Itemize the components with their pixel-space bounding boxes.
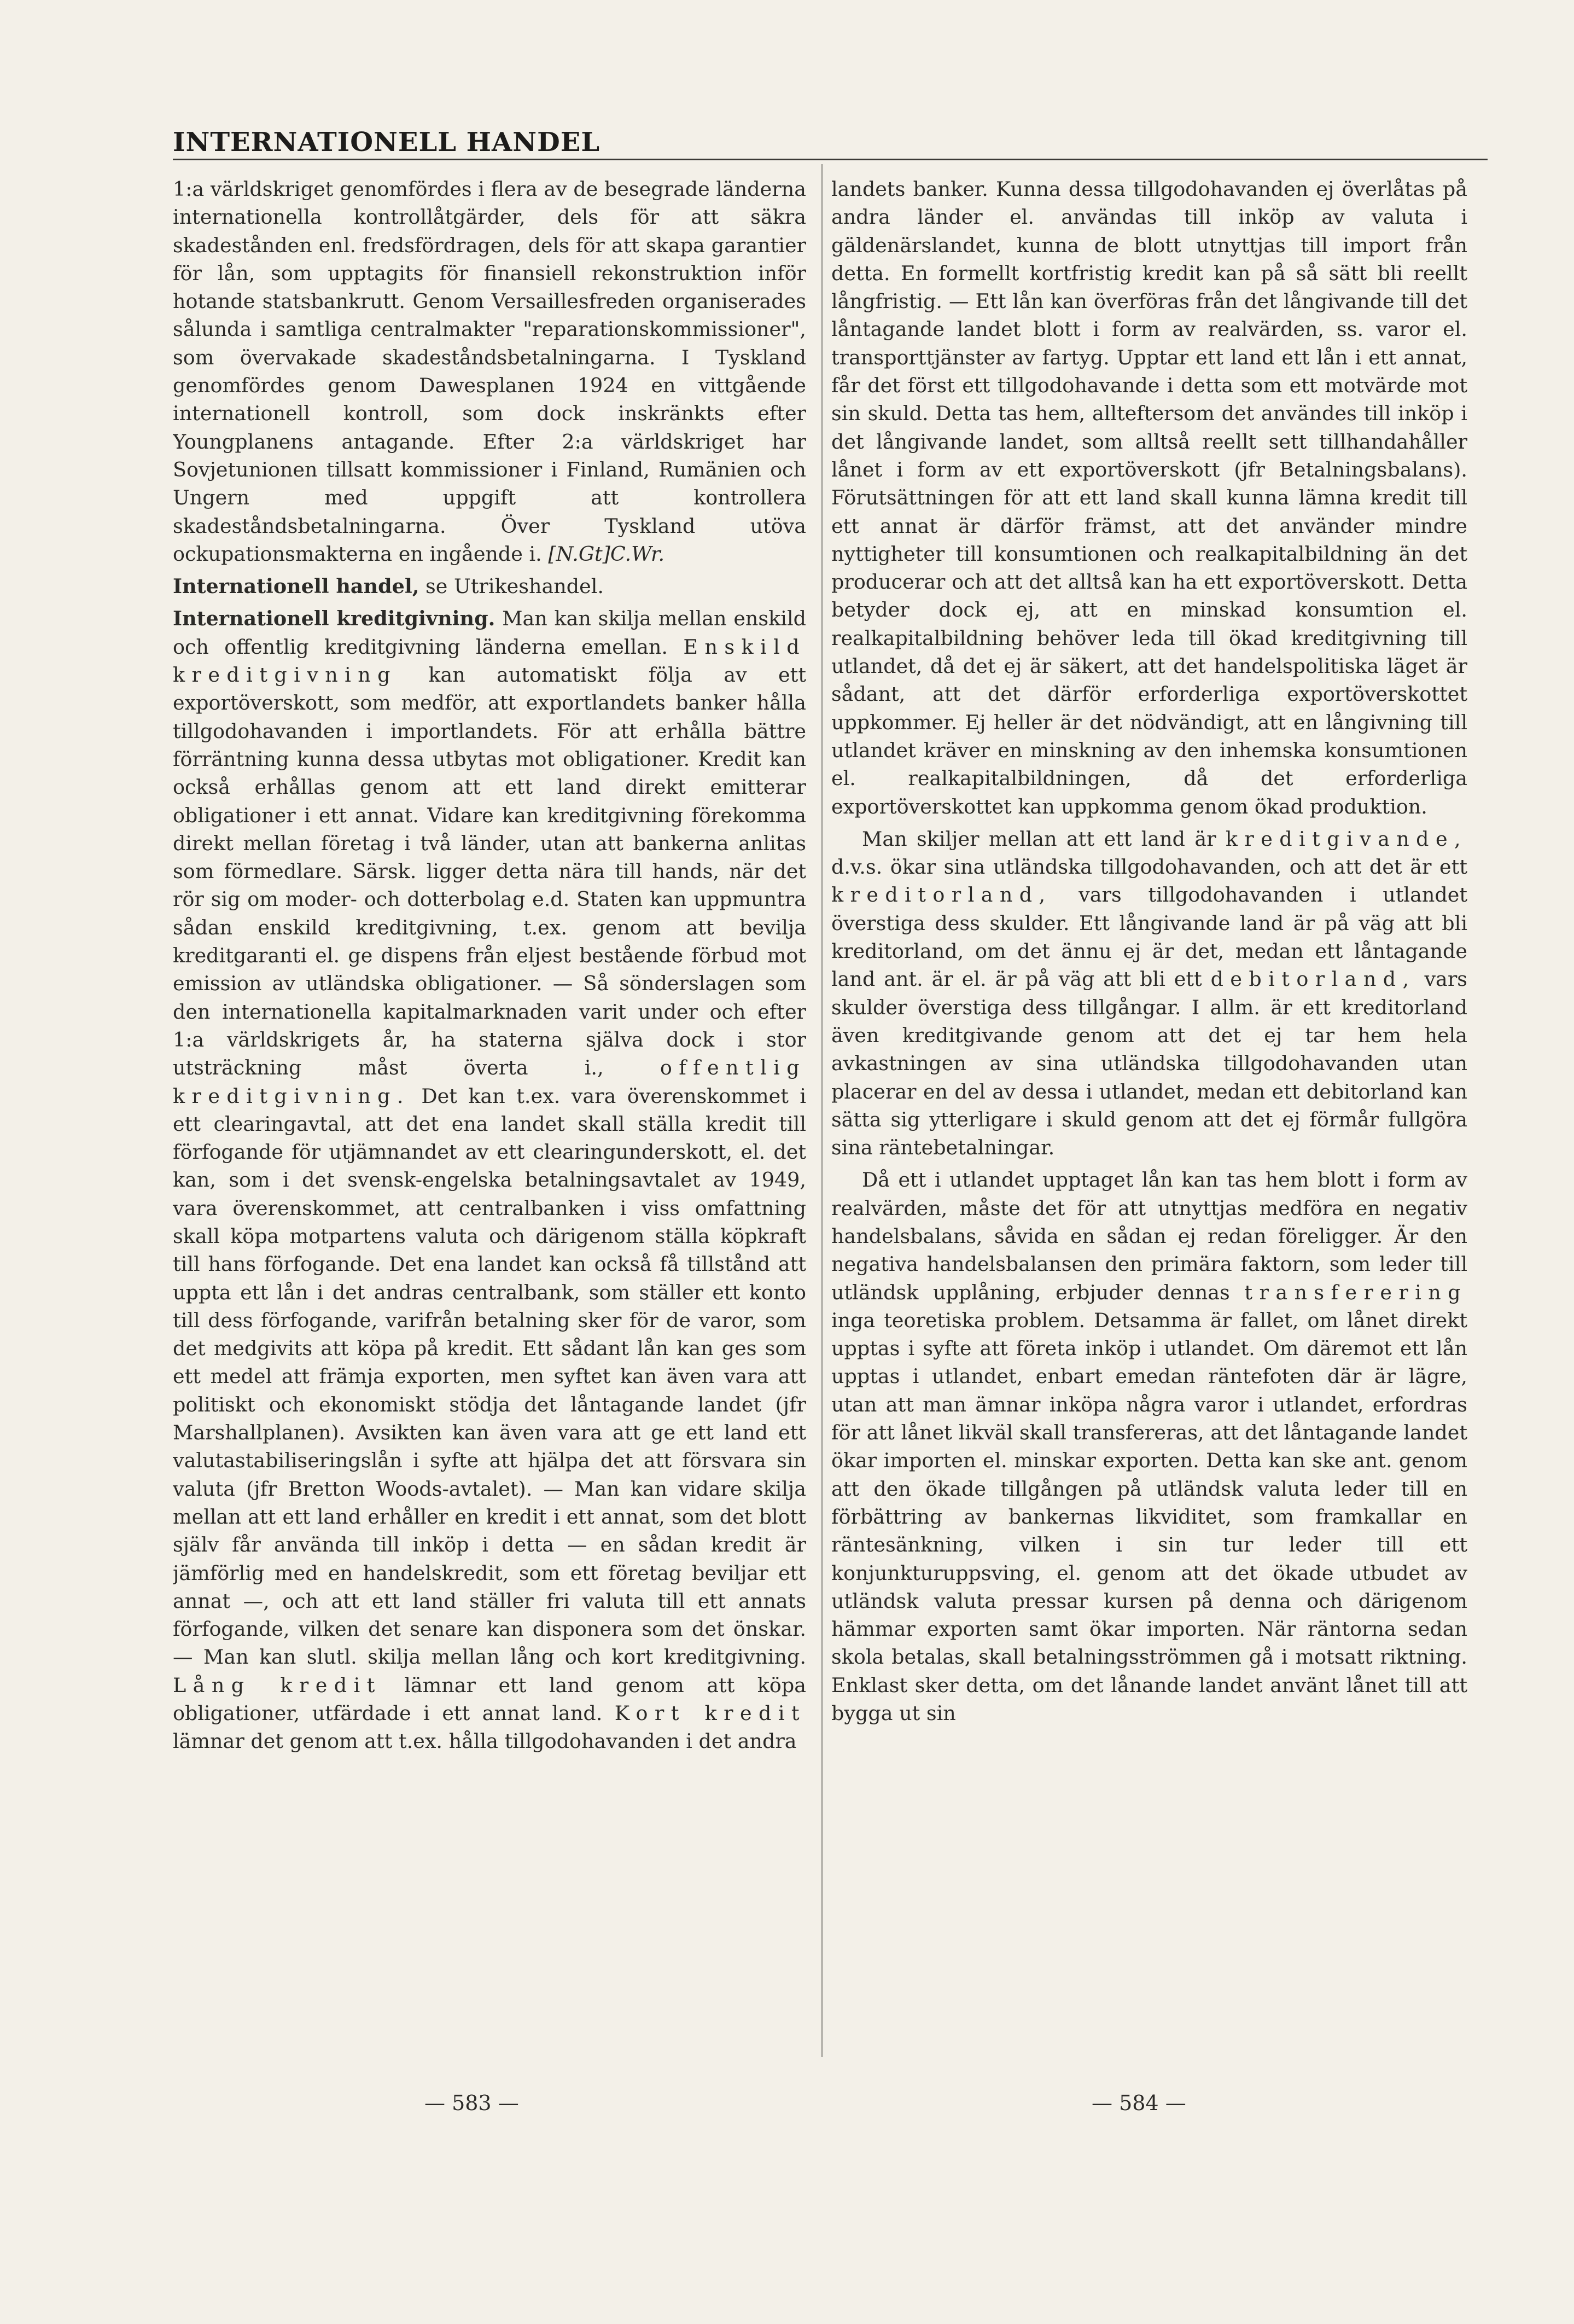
spaced-term: Lång kredit [173,1673,382,1697]
spaced-term: Enskild kreditgivning [173,635,806,687]
entry-internationell-handel [173,572,806,600]
column-divider [821,164,823,2057]
paragraph-kreditorland [831,825,1467,1162]
paragraph-text: inga teoretiska problem. Detsamma är fallet, om lånet direkt upptas i syfte att företa inköp i utlandet. Om däremot ett lån upptas i utlandet, enbart emedan räntefoten där är lägre, utan att man ämnar inköpa några varor i utlandet, erfordras för att lånet likväl skall transfereras, att det låntagande landet ökar importen el. minskar exporten. Detta kan ske ant. genom att den ökade tillgången på utländsk valuta leder till en förbättring av bankernas likviditet, som framkallar en räntesänkning, vilken i sin tur leder till ett konjunkturuppsving, el. genom att det ökade utbudet av utländsk valuta pressar kursen på denna och därigenom hämmar exporten samt ökar importen. När räntorna sedan skola betalas, skall betalningsströmmen gå i motsatt riktning. Enklast sker detta, om det lånande landet använt lånet till att bygga ut sin [831,1308,1467,1725]
paragraph-text: lämnar det genom att t.ex. hålla tillgodohavanden i det andra [173,1729,797,1753]
running-head: INTERNATIONELL HANDEL [173,127,601,158]
paragraph-text: landets banker. Kunna dessa tillgodohavanden ej överlåtas på andra länder el. användas till inköp av valuta i gäldenärslandet, kunna de blott utnyttjas till import från detta. En formellt kortfristig kredit kan på så sätt bli reellt långfristig. — Ett lån kan överföras från det långivande till det låntagande landet blott i form av realvärden, ss. varor el. transporttjänster av fartyg. Upptar ett land ett lån i ett annat, får det först ett tillgodohavande i detta som ett motvärde mot sin skuld. Detta tas hem, allteftersom det användes till inköp i det långivande landet, som alltså reellt sett tillhandahåller lånet i form av ett exportöverskott (jfr Betalningsbalans). Förutsättningen för att ett land skall kunna lämna kredit till ett annat är därför främst, att det använder mindre nyttigheter till konsumtionen och realkapitalbildning än det producerar och att det alltså kan ha ett exportöverskott. Detta betyder dock ej, att en minskad konsumtion el. realkapitalbildning behöver leda till ökad kreditgivning till utlandet, då det ej är säkert, att det handelspolitiska läget är sådant, att det därför erforderliga exportöverskottet uppkommer. Ej heller är det nödvändigt, att en långivning till utlandet kräver en minskning av den inhemska konsumtionen el. realkapitalbildningen, då det erforderliga exportöverskottet kan uppkomma genom ökad produktion. [831,177,1467,818]
spaced-term: debitorland, [1210,967,1416,991]
paragraph-text: Då ett i utlandet upptaget lån kan tas hem blott i form av realvärden, måste det för att utnyttjas medföra en negativ handelsbalans, såvida en sådan ej redan föreligger. Är den negativa handelsbalansen den primära faktorn, som leder till utländsk upplåning, erbjuder dennas [831,1168,1467,1304]
paragraph-text: Man skiljer mellan att ett land är [862,827,1216,851]
paragraph-text: vars skulder överstiga dess tillgångar. I allm. är ett kreditorland även kreditgivande genom att det ej tar hem hela avkastningen av sina utländska tillgodohavanden utan placerar en del av dessa i utlandet, medan ett debitorland kan sätta sig ytterligare i skuld genom att det ej förmår fullgöra sina räntebetalningar. [831,967,1467,1160]
page-number-right: — 584 — [1092,2091,1186,2115]
paragraph-kontroll [173,175,806,568]
paragraph-text: Det kan t.ex. vara överenskommet i ett clearingavtal, att det ena landet skall ställa kredit till förfogande för utjämnandet av ett clearingunderskott, el. det kan, som i det svensk-engelska betalningsavtalet av 1949, vara överenskommet, att centralbanken i viss omfattning skall köpa motpartens valuta och därigenom ställa köpkraft till hans förfogande. Det ena landet kan också få tillstånd att uppta ett lån i det andras centralbank, som ställer ett konto till dess förfogande, varifrån betalning sker för de varor, som det medgivits att köpa på kredit. Ett sådant lån kan ges som ett medel att främja exporten, men syftet kan även vara att politiskt och ekonomiskt stödja det låntagande landet (jfr Marshallplanen). Avsikten kan även vara att ge ett land ett valutastabiliseringslån i syfte att hjälpa det att försvara sin valuta (jfr Bretton Woods-avtalet). — Man kan vidare skilja mellan att ett land erhåller en kredit i ett annat, som det blott själv får använda till inköp i detta — en sådan kredit är jämförlig med en handelskredit, som ett företag beviljar ett annat —, och att ett land ställer fri valuta till ett annats förfogande, vilken det senare kan disponera som det önskar. — Man kan slutl. skilja mellan lång och kort kreditgivning. [173,1084,806,1669]
paragraph-text: 1:a världskriget genomfördes i flera av de besegrade länderna internationella kontrollåtgärder, dels för att säkra skadestånden enl. fredsfördragen, dels för att skapa garantier för lån, som upptagits för finansiell rekonstruktion inför hotande statsbankrutt. Genom Versaillesfreden organiserades sålunda i samtliga centralmakter "reparationskommissioner", som övervakade skadeståndsbetalningarna. I Tyskland genomfördes genom Dawesplanen 1924 en vittgående internationell kontroll, som dock inskränkts efter Youngplanens antagande. Efter 2:a världskriget har Sovjetunionen tillsatt kommissioner i Finland, Rumänien och Ungern med uppgift att kontrollera skadeståndsbetalningarna. Över Tyskland utöva ockupationsmakterna en ingående i. [173,177,806,566]
spaced-term: Kort kredit [614,1701,806,1725]
entry-internationell-kreditgivning [173,605,806,1755]
paragraph-text: vars tillgodohavanden i utlandet överstiga dess skulder. Ett långivande land är på väg att bli kreditorland, om det ännu ej är det, medan ett låntagande land ant. är el. är på väg att bli ett [831,883,1467,991]
author-signature: [N.Gt]C.Wr. [548,542,665,566]
spaced-term: kreditorland, [831,883,1052,907]
spaced-term: transferering [1244,1280,1467,1304]
right-column [831,175,1467,2057]
cross-reference: se Utrikeshandel. [425,574,604,599]
header-rule [173,159,1488,160]
page-number-left: — 583 — [424,2091,519,2115]
headword: Internationell handel, [173,574,419,599]
spaced-term: kreditgivande, [1225,827,1467,851]
paragraph-text: d.v.s. ökar sina utländska tillgodohavanden, och att det är ett [831,855,1467,879]
headword: Internationell kreditgivning. [173,607,495,631]
paragraph-text: Man kan skilja mellan enskild och offentlig kreditgivning länderna emellan. [173,607,806,659]
spaced-term: offentlig kreditgivning. [173,1056,806,1108]
paragraph-transfer [831,175,1467,821]
paragraph-text: kan automatiskt följa av ett exportöverskott, som medför, att exportlandets banker hålla tillgodohavanden i importlandets. För att erhålla bättre förräntning kunna dessa utbytas mot obligationer. Kredit kan också erhållas genom att ett land direkt emitterar obligationer i ett annat. Vidare kan kreditgivning förekomma direkt mellan företag i två länder, utan att bankerna anlitas som förmedlare. Särsk. ligger detta nära till hands, när det rör sig om moder- och dotterbolag e.d. Staten kan uppmuntra sådan enskild kreditgivning, t.ex. genom att bevilja kreditgaranti el. ge dispens från eljest bestående förbud mot emission av utländska obligationer. — Så sönderslagen som den internationella kapitalmarknaden varit under och efter 1:a världskrigets år, ha staterna själva dock i stor utsträckning måst överta i., [173,663,806,1080]
left-column [173,175,806,2057]
paragraph-text: lämnar ett land genom att köpa obligationer, utfärdade i ett annat land. [173,1673,806,1725]
paragraph-transferering [831,1166,1467,1727]
